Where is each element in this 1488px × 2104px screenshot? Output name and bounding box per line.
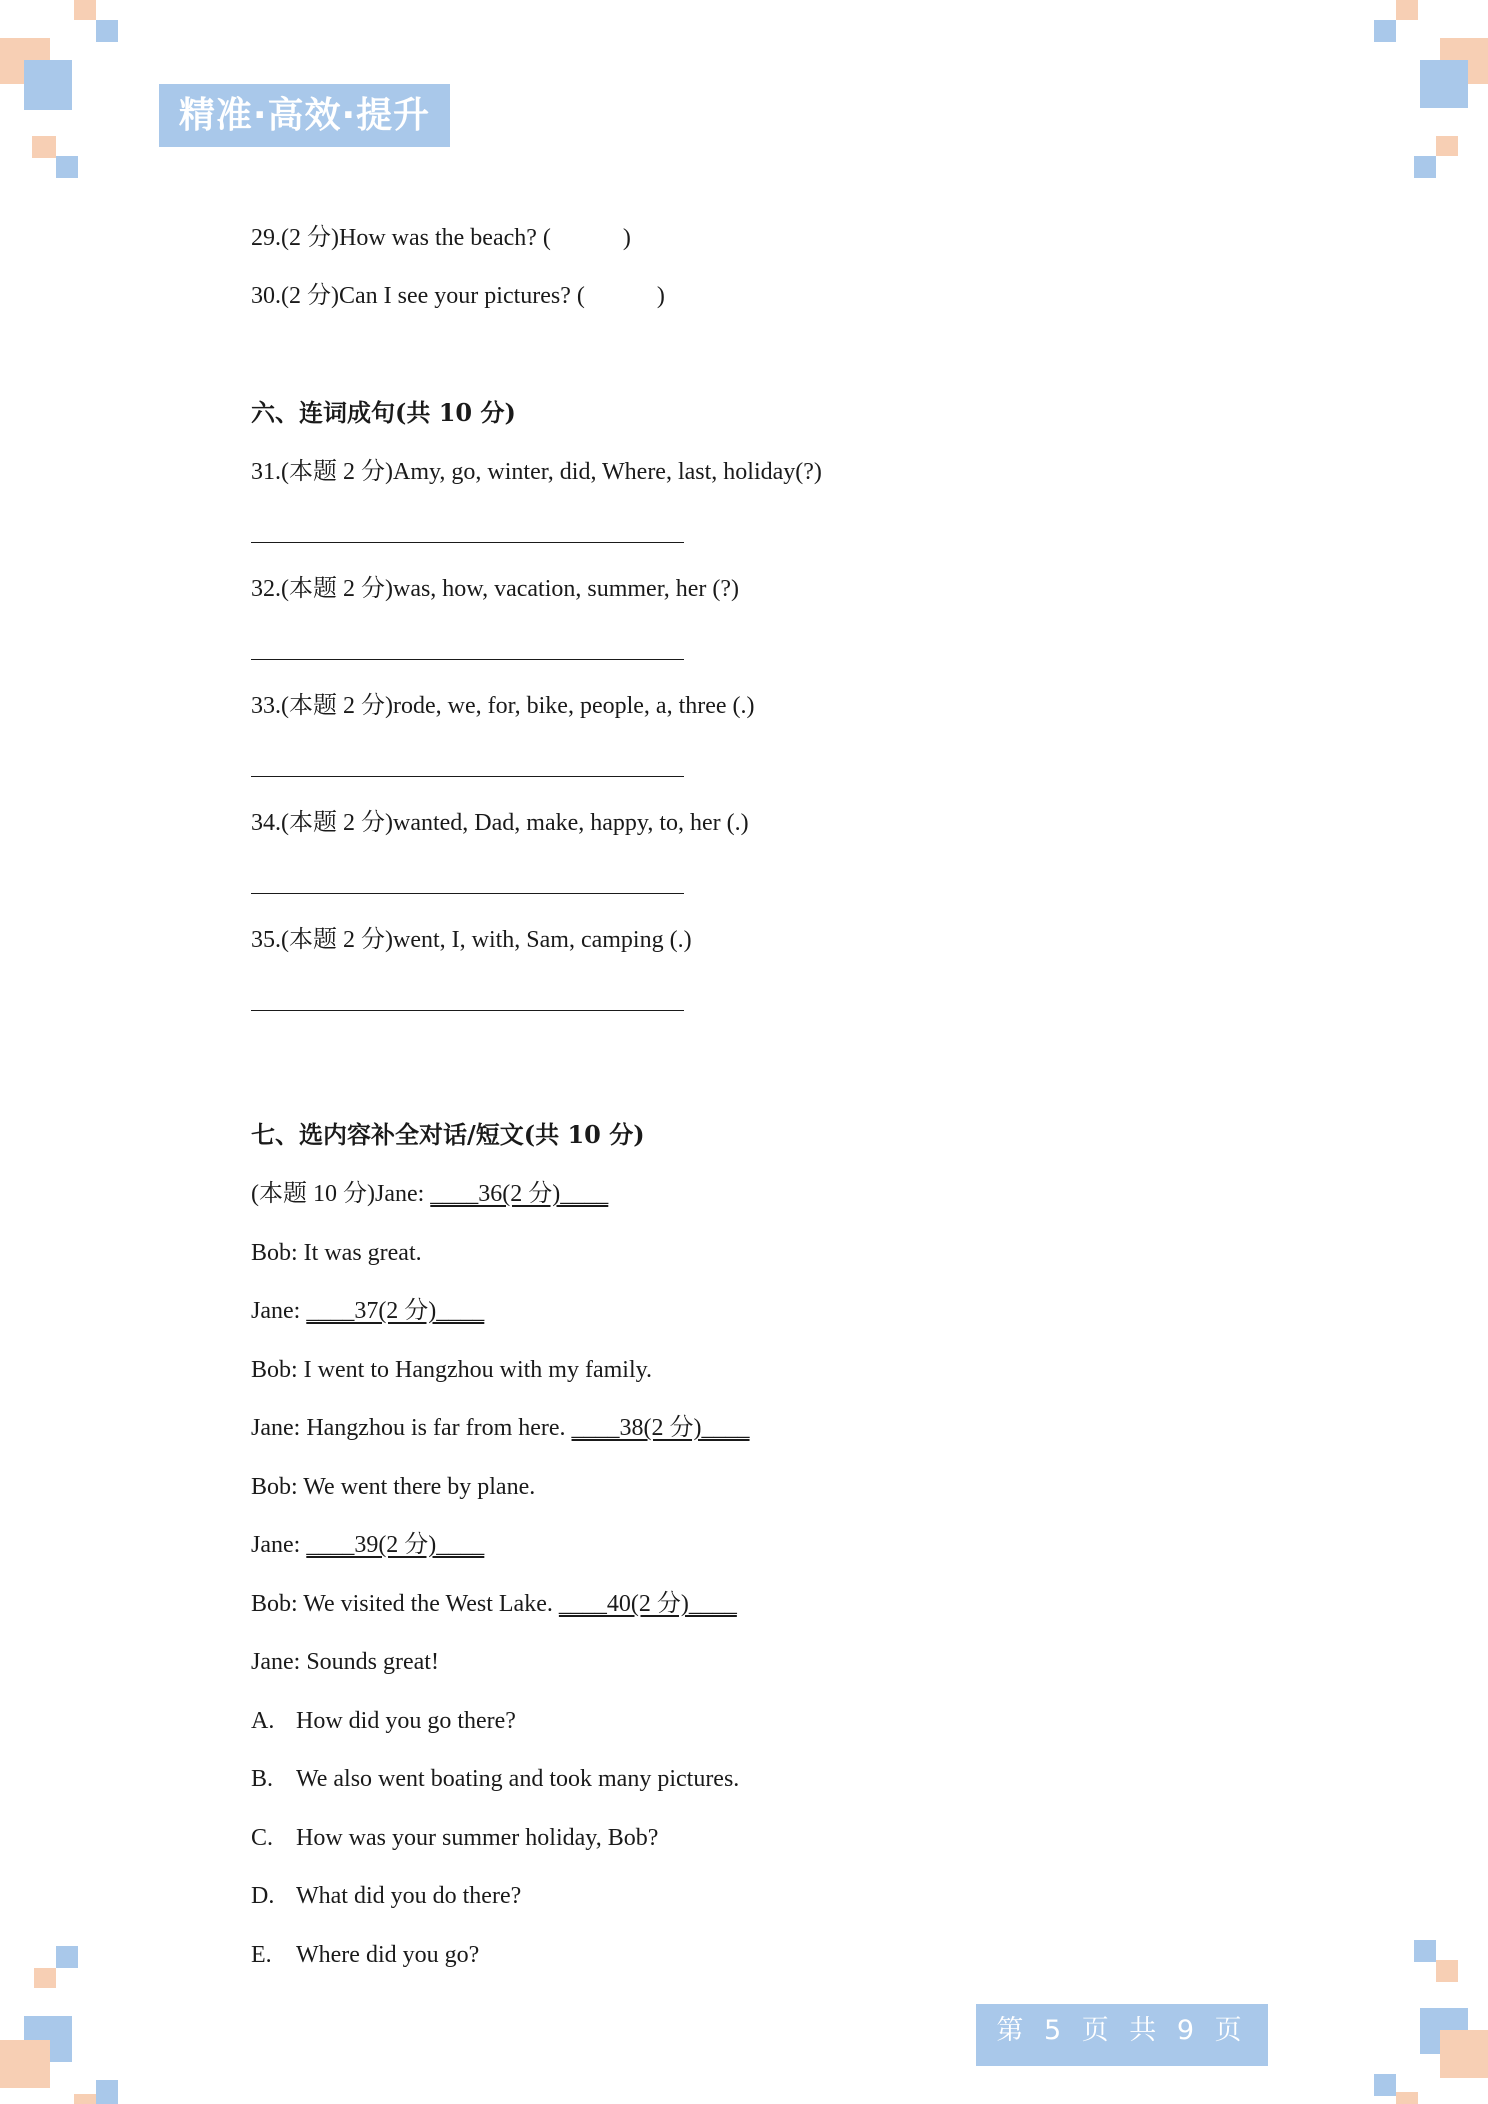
answer-line-32[interactable]: [251, 659, 684, 660]
dialogue-line: [251, 1296, 484, 1326]
question-text: (本题 2 分)wanted, Dad, make, happy, to, her (.): [281, 810, 749, 836]
dialogue-text: Jane: Sounds great!: [251, 1649, 439, 1675]
dialogue-text: Jane:: [251, 1298, 307, 1324]
question-31: [251, 457, 822, 487]
dialogue-text: Bob: It was great.: [251, 1240, 422, 1266]
dialogue-line: [251, 1355, 652, 1385]
option-text: How did you go there?: [296, 1708, 516, 1734]
question-text: (本题 2 分)rode, we, for, bike, people, a, three (.): [281, 693, 755, 719]
dialogue-line: [251, 1179, 608, 1209]
question-number: 34.: [251, 810, 281, 836]
option-b: [251, 1764, 739, 1794]
answer-line-33[interactable]: [251, 776, 684, 777]
dialogue-blank-39[interactable]: ____39(2 分)____: [306, 1532, 485, 1558]
dialogue-text: Bob: We went there by plane.: [251, 1474, 536, 1500]
question-number: 29.: [251, 225, 281, 251]
dialogue-text: Bob: We visited the West Lake.: [251, 1591, 559, 1617]
question-number: 35.: [251, 927, 281, 953]
question-text: (2 分)Can I see your pictures? ( ): [281, 283, 665, 309]
header-banner: 精准·高效·提升: [159, 84, 450, 147]
dialogue-text: Jane:: [251, 1532, 307, 1558]
question-number: 30.: [251, 283, 281, 309]
option-a: [251, 1706, 516, 1736]
page-number-footer: 第 5 页 共 9 页: [976, 2004, 1268, 2066]
section-6-title: 六、连词成句(共 10 分): [251, 398, 516, 427]
answer-line-31[interactable]: [251, 542, 684, 543]
dialogue-line: [251, 1647, 439, 1677]
dialogue-text: Jane: Hangzhou is far from here.: [251, 1415, 572, 1441]
option-e: [251, 1940, 479, 1970]
dialogue-blank-36[interactable]: ____36(2 分)____: [430, 1181, 609, 1207]
option-text: What did you do there?: [296, 1883, 522, 1909]
question-35: [251, 925, 692, 955]
dialogue-line: [251, 1238, 422, 1268]
answer-line-35[interactable]: [251, 1010, 684, 1011]
question-32: [251, 574, 739, 604]
option-letter: D.: [251, 1883, 275, 1909]
option-letter: C.: [251, 1825, 274, 1851]
question-text: (本题 2 分)Amy, go, winter, did, Where, last, holiday(?): [281, 459, 822, 485]
dialogue-text: Bob: I went to Hangzhou with my family.: [251, 1357, 653, 1383]
dialogue-text: (本题 10 分)Jane:: [251, 1181, 431, 1207]
question-34: [251, 808, 749, 838]
question-number: 33.: [251, 693, 281, 719]
dialogue-line: [251, 1413, 750, 1443]
question-33: [251, 691, 755, 721]
dialogue-blank-38[interactable]: ____38(2 分)____: [571, 1415, 750, 1441]
dialogue-line: [251, 1530, 484, 1560]
option-d: [251, 1881, 521, 1911]
option-text: We also went boating and took many pictures.: [296, 1766, 740, 1792]
question-number: 31.: [251, 459, 281, 485]
option-letter: A.: [251, 1708, 275, 1734]
question-text: (本题 2 分)was, how, vacation, summer, her (?): [281, 576, 740, 602]
dialogue-line: [251, 1589, 737, 1619]
option-text: Where did you go?: [296, 1942, 480, 1968]
question-30: [251, 281, 665, 311]
option-text: How was your summer holiday, Bob?: [296, 1825, 659, 1851]
question-29: [251, 223, 631, 253]
dialogue-blank-40[interactable]: ____40(2 分)____: [558, 1591, 737, 1617]
section-7-title: 七、选内容补全对话/短文(共 10 分): [251, 1120, 645, 1149]
option-c: [251, 1823, 658, 1853]
dialogue-line: [251, 1472, 535, 1502]
question-text: (2 分)How was the beach? ( ): [281, 225, 631, 251]
option-letter: E.: [251, 1942, 272, 1968]
question-number: 32.: [251, 576, 281, 602]
dialogue-blank-37[interactable]: ____37(2 分)____: [306, 1298, 485, 1324]
option-letter: B.: [251, 1766, 274, 1792]
answer-line-34[interactable]: [251, 893, 684, 894]
question-text: (本题 2 分)went, I, with, Sam, camping (.): [281, 927, 692, 953]
